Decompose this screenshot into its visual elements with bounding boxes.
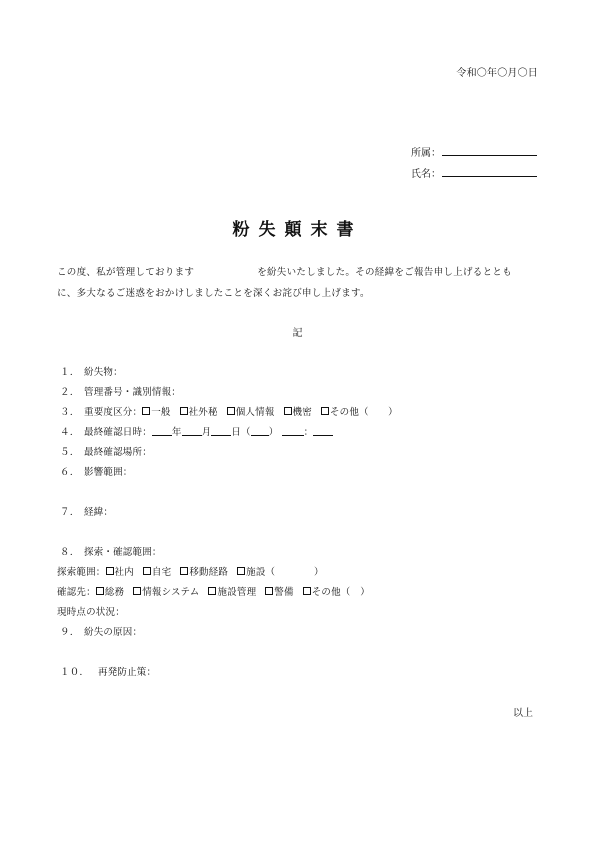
ki-heading: 記 bbox=[292, 328, 303, 339]
item-number: ６. bbox=[60, 467, 73, 478]
item-label: 管理番号・識別情報： bbox=[84, 387, 182, 398]
option-confidential[interactable]: 社外秘 bbox=[180, 404, 218, 418]
blank-day[interactable] bbox=[211, 426, 231, 436]
item-label: 紛失物： bbox=[84, 367, 123, 378]
affiliation-line bbox=[442, 155, 537, 156]
option-travel-route[interactable]: 移動経路 bbox=[180, 564, 228, 578]
closing-text: 以上 bbox=[513, 708, 533, 719]
item-10 bbox=[60, 664, 156, 678]
search-range-line bbox=[57, 564, 324, 578]
checkbox[interactable] bbox=[303, 587, 311, 595]
checkbox[interactable] bbox=[142, 407, 150, 415]
name-line bbox=[442, 176, 537, 177]
contacts-label: 確認先： bbox=[57, 587, 96, 598]
option-it-systems[interactable]: 情報システム bbox=[133, 584, 199, 598]
item-6 bbox=[60, 464, 133, 478]
item-label: 再発防止策： bbox=[98, 667, 157, 678]
checkbox[interactable] bbox=[143, 567, 151, 575]
intro-line-2: に、多大なるご迷惑をおかけしましたことを深くお詫び申し上げます。 bbox=[57, 288, 370, 299]
intro-text-b: を紛失いたしました。その経緯をご報告申し上げるととも bbox=[257, 267, 513, 278]
item-label: 経緯： bbox=[84, 507, 114, 518]
option-security[interactable]: 警備 bbox=[265, 584, 293, 598]
checkbox[interactable] bbox=[180, 567, 188, 575]
item-number: ２. bbox=[60, 387, 73, 398]
option-facility[interactable]: 施設（ ） bbox=[237, 564, 324, 578]
item-number: ９. bbox=[60, 627, 73, 638]
item-7 bbox=[60, 504, 113, 518]
option-other[interactable]: その他（ ） bbox=[321, 404, 398, 418]
checkbox[interactable] bbox=[227, 407, 235, 415]
checkbox[interactable] bbox=[321, 407, 329, 415]
option-other-contact[interactable]: その他（ ） bbox=[303, 584, 370, 598]
checkbox[interactable] bbox=[265, 587, 273, 595]
checkbox[interactable] bbox=[180, 407, 188, 415]
item-number: １. bbox=[60, 367, 73, 378]
checkbox[interactable] bbox=[133, 587, 141, 595]
intro-text-a: この度、私が管理しております bbox=[57, 267, 195, 278]
item-label: 探索・確認範囲： bbox=[84, 547, 162, 558]
checkbox[interactable] bbox=[208, 587, 216, 595]
name-label: 氏名： bbox=[411, 169, 441, 180]
checkbox[interactable] bbox=[237, 567, 245, 575]
checkbox[interactable] bbox=[106, 567, 114, 575]
blank-weekday[interactable] bbox=[251, 426, 269, 436]
checkbox[interactable] bbox=[284, 407, 292, 415]
item-number: ８. bbox=[60, 547, 73, 558]
item-label: 影響範囲： bbox=[84, 467, 133, 478]
item-5 bbox=[60, 444, 152, 458]
item-number: ７. bbox=[60, 507, 73, 518]
option-general-affairs[interactable]: 総務 bbox=[96, 584, 124, 598]
item-3 bbox=[60, 404, 398, 418]
current-status-label: 現時点の状況： bbox=[57, 607, 125, 618]
blank-month[interactable] bbox=[182, 426, 202, 436]
item-8 bbox=[60, 544, 162, 558]
item-number: ５. bbox=[60, 447, 73, 458]
item-label: 重要度区分： bbox=[84, 407, 143, 418]
item-2 bbox=[60, 384, 181, 398]
blank-minute[interactable] bbox=[313, 426, 333, 436]
blank-year[interactable] bbox=[152, 426, 172, 436]
document-date: 令和〇年〇月〇日 bbox=[456, 68, 538, 79]
intro-line-1 bbox=[57, 264, 512, 278]
item-number: ４. bbox=[60, 427, 73, 438]
item-1 bbox=[60, 364, 123, 378]
item-label: 最終確認日時： bbox=[84, 427, 152, 438]
item-number: ３. bbox=[60, 407, 73, 418]
item-number: １０. bbox=[60, 667, 83, 678]
option-secret[interactable]: 機密 bbox=[284, 404, 312, 418]
blank-hour[interactable] bbox=[282, 426, 304, 436]
option-in-office[interactable]: 社内 bbox=[106, 564, 134, 578]
item-label: 紛失の原因： bbox=[84, 627, 143, 638]
option-home[interactable]: 自宅 bbox=[143, 564, 171, 578]
option-facility-mgmt[interactable]: 施設管理 bbox=[208, 584, 256, 598]
contacts-line bbox=[57, 584, 370, 598]
item-label: 最終確認場所： bbox=[84, 447, 152, 458]
affiliation-label: 所属： bbox=[411, 148, 441, 159]
item-9 bbox=[60, 624, 142, 638]
search-range-label: 探索範囲： bbox=[57, 567, 106, 578]
document-title: 粉失顛末書 bbox=[232, 220, 363, 240]
option-general[interactable]: 一般 bbox=[142, 404, 170, 418]
option-personal-info[interactable]: 個人情報 bbox=[227, 404, 275, 418]
checkbox[interactable] bbox=[96, 587, 104, 595]
item-4: ４. 最終確認日時： 年 月 日（ ） ： bbox=[60, 424, 333, 438]
